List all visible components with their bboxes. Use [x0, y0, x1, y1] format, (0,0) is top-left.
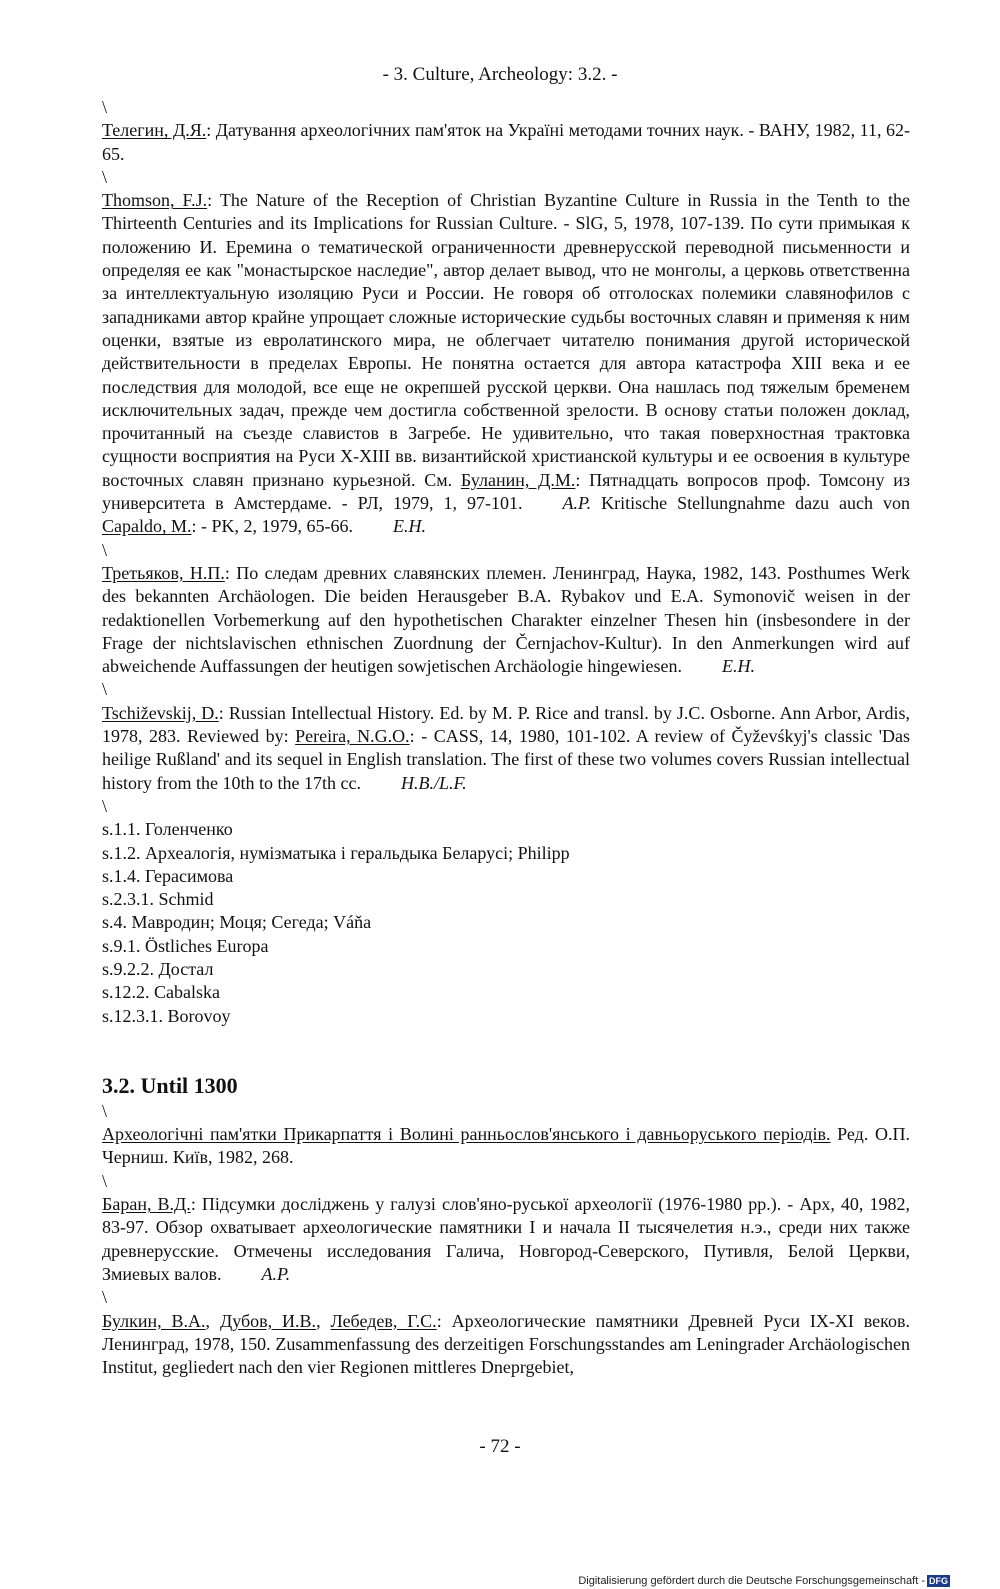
bib-entry: Thomson, F.J.: The Nature of the Reception of Christian Byzantine Culture in Russia in the Tenth to the Thirteenth Centuries and its Implications for Russian Culture. - SlG, 5, 1978, 107-139. По сути примыкая к положению И. Еремина о тематической ограниченности древнерусской переводной письменности и определяя ее как "монастырское наследие", автор делает вывод, что не монголы, а церковь ответственна за интеллектуальную изоляцию Руси и России. Не говоря об отголосках полемики славянофилов с западниками автор крайне упрощает сложные исторические судьбы восточных славян и применяя к ним оценки, взятые из евролатинского мира, не облегчает читателю понимания другой исторической действительности в пределах Европы. Не понятна остается для автора катастрофа XIII века и ее последствия для молодой, все еще не окрепшей русской церкви. Она нашлась под тяжелым бременем исключительных задач, прежде чем достигла собственной зрелости. В основу статьи положен доклад, прочитанный на съезде славистов в Загребе. Не удивительно, что такая поверхностная трактовка сущности восприятия на Руси X-XIII вв. византийской христианской культуры и ее освоения в культуре восточных славян признано курьезной. См. Буланин, Д.М.: Пятнадцать вопросов проф. Томсону из университета в Амстердаме. - РЛ, 1979, 1, 97-101. A.P. Kritische Stellungnahme dazu auch von Capaldo, M.: - PK, 2, 1979, 65-66. E.H.	[102, 190, 911, 537]
reviewer-initials: A.P.	[261, 1263, 291, 1284]
entry-author: Телегин, Д.Я.	[102, 120, 207, 141]
bib-entry	[102, 1123, 910, 1170]
ref-text: Пятнадцать вопросов проф. Томсону из университета в Амстердаме. - РЛ, 1979, 1, 97-101.	[102, 469, 910, 514]
cross-reference: s.1.1. Голенченко	[102, 819, 233, 840]
entry-author: Баран, В.Д.	[102, 1194, 191, 1215]
ref-text: - CASS, 14, 1980, 101-102. A review of Čyževśkyj's classic 'Das heilige Rußland' and its sequel in English translation. The first of these two volumes covers Russian intellectual history from the 10th to the 17th cc.	[102, 726, 911, 793]
footer-text: Digitalisierung gefördert durch die Deutsche Forschungsgemeinschaft -	[578, 1574, 925, 1587]
bib-entry: Третьяков, Н.П.: По следам древних славянских племен. Ленинград, Наука, 1982, 143. Posthumes Werk des bekannten Archäologen. Die beiden Herausgeber B.A. Rybakov und E.A. Symonovič weisen in der redaktionellen Vorbemerkung auf den hypothetischen Charakter einzelner Thesen hin (insbesondere in der Frage der nichtslavischen ethnischen Zuordnung der Černjachov-Kultur). In den Anmerkungen wird auf abweichende Auffassungen der heutigen sowjetischen Archäologie hingewiesen. E.H.	[102, 562, 910, 677]
dfg-logo: DFG	[929, 1576, 948, 1586]
dfg-footer	[578, 1575, 950, 1587]
entry-author: Лебедев, Г.С.	[330, 1310, 437, 1331]
entry-text: Russian Intellectual History. Ed. by M. P. Rice and transl. by J.C. Osborne. Ann Arbor, Ardis, 1978, 283. Reviewed by:	[102, 702, 910, 747]
entry-text: Археологические памятники Древней Руси IX-XI веков. Ленинград, 1978, 150. Zusammenfassung des derzeitigen Forschungsstandes am Leningrader Archäologischen Institut, gegliedert nach den vier Regionen mittleres Dneprgebiet,	[102, 1310, 910, 1378]
entry-text: По следам древних славянских племен. Ленинград, Наука, 1982, 143. Posthumes Werk des bekannten Archäologen. Die beiden Herausgeber B.A. Rybakov und E.A. Symonovič weisen in der redaktionellen Vorbemerkung auf den hypothetischen Charakter einzelner Thesen hin (insbesondere in der Frage der nichtslavischen ethnischen Zuordnung der Černjachov-Kultur). In den Anmerkungen wird auf abweichende Auffassungen der heutigen sowjetischen Archäologie hingewiesen.	[102, 562, 910, 677]
entry-separator: \	[102, 97, 108, 117]
entry-author: Булкин, В.А.	[102, 1310, 206, 1331]
ref-author: Буланин, Д.М.	[460, 469, 576, 490]
entry-author: Thomson, F.J.	[102, 190, 208, 211]
page-number: - 72 -	[479, 1436, 521, 1457]
entry-author: Дубов, И.В.	[219, 1310, 317, 1331]
entry-text: Kritische Stellungnahme dazu auch von	[601, 493, 911, 514]
cross-reference: s.1.2. Археалогія, нумізматыка і геральдыка Беларусі; Philipp	[102, 842, 570, 863]
entry-separator: \	[102, 1170, 108, 1191]
cross-reference: s.12.2. Cabalska	[102, 982, 220, 1003]
reviewer-initials: E.H.	[722, 656, 755, 677]
ref-text: - PK, 2, 1979, 65-66.	[201, 516, 354, 537]
entry-author: Третьяков, Н.П.	[102, 562, 225, 583]
cross-reference: s.12.3.1. Borovoy	[102, 1005, 231, 1026]
cross-reference-list	[102, 818, 910, 1028]
entry-separator: \	[102, 679, 108, 700]
cross-reference: s.2.3.1. Schmid	[102, 889, 214, 910]
entry-text: Ред. О.П. Черниш. Київ, 1982, 268.	[102, 1124, 911, 1168]
section-heading: 3.2. Until 1300	[102, 1072, 238, 1098]
cross-reference: s.1.4. Герасимова	[102, 865, 234, 886]
entry-text: Підсумки досліджень у галузі слов'яно-руської археології (1976-1980 рр.). - Арх, 40, 1982, 83-97. Обзор охватывает археологические памятники I и начала II тысячелетия н.э., среди них также древнерусские. Отмечены исследования Галича, Новгород-Северского, Путивля, Белой Церкви, Змиевых валов.	[102, 1194, 910, 1284]
bib-entry: Tschiževskij, D.: Russian Intellectual History. Ed. by M. P. Rice and transl. by J.C. Osborne. Ann Arbor, Ardis, 1978, 283. Reviewed by: Pereira, N.G.O.: - CASS, 14, 1980, 101-102. A review of Čyževśkyj's classic 'Das heilige Rußland' and its sequel in English translation. The first of these two volumes covers Russian intellectual history from the 10th to the 17th cc. H.B./L.F.	[102, 702, 911, 793]
entry-author: Tschiževskij, D.	[102, 702, 219, 723]
entry-separator: \	[102, 166, 108, 187]
cross-reference: s.9.2.2. Достал	[102, 958, 214, 979]
reviewer-initials: A.P.	[562, 493, 592, 514]
ref-author: Capaldo, M.	[102, 516, 192, 537]
bib-entry: Булкин, В.А., Дубов, И.В., Лебедев, Г.С.: Археологические памятники Древней Руси IX-XI веков. Ленинград, 1978, 150. Zusammenfassung des derzeitigen Forschungsstandes am Leningrader Archäologischen Institut, gegliedert nach den vier Regionen mittleres Dneprgebiet,	[102, 1310, 910, 1378]
entry-text: The Nature of the Reception of Christian Byzantine Culture in Russia in the Tenth to the Thirteenth Centuries and its Implications for Russian Culture. - SlG, 5, 1978, 107-139. По сути примыкая к положению И. Еремина о тематической ограниченности древнерусской переводной письменности и определяя ее как "монастырское наследие", автор делает вывод, что не монголы, а церковь ответственна за интеллектуальную изоляцию Руси и России. Не говоря об отголосках полемики славянофилов с западниками автор крайне упрощает сложные исторические судьбы восточных славян и применяя к ним оценки, взятые из евролатинского мира, не облегчает читателю понимания другой исторической действительности в пределах Европы. Не понятна остается для автора катастрофа XIII века и ее последствия для молодой, все еще не окрепшей русской церкви. Она нашлась под тяжелым бременем исключительных задач, прежде чем достигла собственной зрелости. В основу статьи положен доклад, прочитанный на съезде славистов в Загребе. Не удивительно, что такая поверхностная трактовка сущности восприятия на Руси X-XIII вв. византийской христианской культуры и ее освоения в культуре восточных славян признано курьезной. См.	[102, 190, 910, 490]
reviewer-initials: H.B./L.F.	[400, 772, 467, 793]
entry-separator: \	[102, 1287, 108, 1308]
entry-separator: \	[102, 795, 108, 816]
running-head: - 3. Culture, Archeology: 3.2. -	[382, 64, 618, 85]
bib-entry: Баран, В.Д.: Підсумки досліджень у галузі слов'яно-руської археології (1976-1980 рр.). - Арх, 40, 1982, 83-97. Обзор охватывает археологические памятники I и начала II тысячелетия н.э., среди них также древнерусские. Отмечены исследования Галича, Новгород-Северского, Путивля, Белой Церкви, Змиевых валов. A.P.	[102, 1194, 910, 1284]
entry-title: Археологічні пам'ятки Прикарпаття і Волині ранньослов'янського і давньоруського періодів.	[102, 1124, 831, 1145]
entry-separator: \	[102, 1100, 108, 1121]
ref-author: Pereira, N.G.O.	[295, 726, 410, 747]
bibliography-content	[102, 96, 910, 1379]
bib-entry: Телегин, Д.Я.: Датування археологічних пам'яток на Україні методами точних наук. - ВАНУ, 1982, 11, 62-65.	[102, 120, 910, 164]
entry-separator: \	[102, 539, 108, 560]
cross-reference: s.4. Мавродин; Моця; Сегеда; Váňa	[102, 912, 372, 933]
reviewer-initials: E.H.	[393, 516, 427, 537]
cross-reference: s.9.1. Östliches Europa	[102, 935, 269, 956]
entry-text: Датування археологічних пам'яток на Україні методами точних наук. - ВАНУ, 1982, 11, 62-65.	[102, 120, 910, 164]
